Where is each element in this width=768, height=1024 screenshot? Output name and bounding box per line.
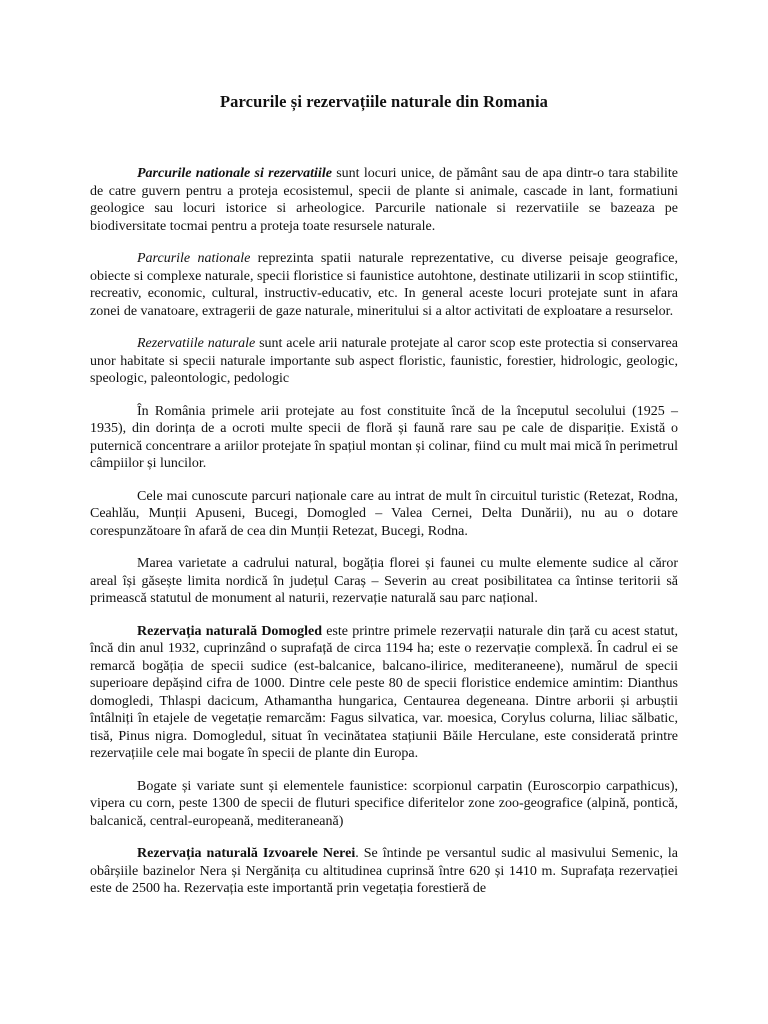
paragraph-text: Bogate și variate sunt și elementele faunistice: scorpionul carpatin (Euroscorpio carpathicus), vipera cu corn, peste 1300 de specii de fluturi specifice diferitelor zone zoo-geografice (alpină, pontică, balcanică, central-europeană, mediteraneană) bbox=[90, 778, 678, 829]
paragraph-lead: Rezervația naturală Domogled bbox=[137, 623, 322, 639]
paragraph-known-parks bbox=[90, 488, 678, 541]
paragraph-nature-reserves bbox=[90, 335, 678, 388]
paragraph-text: sunt acele arii naturale protejate al caror scop este protectia si conservarea unor habitate si specii naturale importante sub aspect floristic, faunistic, forestier, hidrologic, geologic, speologic, paleontologic, pedologic bbox=[90, 336, 678, 386]
paragraph-lead: Parcurile nationale si rezervatiile bbox=[137, 166, 332, 181]
paragraph-fauna bbox=[90, 778, 678, 831]
paragraph-izvoarele-nerei bbox=[90, 845, 678, 898]
paragraph-romania-history bbox=[90, 403, 678, 473]
paragraph-text: este printre primele rezervații naturale din țară cu acest statut, încă din anul 1932, cuprinzând o suprafață de circa 1194 ha; este o rezervație complexă. În cadrul ei se remarcă bogăția de specii sudice (est-balcanice, balcano-ilirice, mediteraneene), numărul de specii superioare depășind cifra de 1000. Dintre cele peste 80 de specii floristice endemice amintim: Dianthus domogledi, Thlaspi dacicum, Athamantha hungarica, Centaurea degeneana. Dintre arborii și arbuștii întâlniți în etajele de vegetație remarcăm: Fagus silvatica, var. moesica, Corylus colurna, liliac sălbatic, tisă, Pinus nigra. Domogledul, situat în vecinătatea stațiunii Băile Herculane, este considerată printre rezervațiile cele mai bogate în specii de plante din Europa. bbox=[90, 623, 678, 761]
paragraph-lead: Rezervația naturală Izvoarele Nerei bbox=[137, 846, 356, 861]
paragraph-national-parks bbox=[90, 250, 678, 320]
paragraph-domogled bbox=[90, 623, 678, 763]
paragraph-lead: Rezervatiile naturale bbox=[137, 336, 256, 351]
paragraph-lead: Parcurile nationale bbox=[137, 251, 251, 266]
paragraph-natural-variety bbox=[90, 555, 678, 608]
paragraph-text: reprezinta spatii naturale reprezentative, cu diverse peisaje geografice, obiecte si complexe naturale, specii floristice si faunistice autohtone, destinate utilizarii in scop stiintific, recreativ, economic, cultural, instructiv-educativ, etc. In general aceste locuri protejate sunt in afara zonei de vanatoare, extragerii de gaze naturale, mineritului si a altor activitati de exploatare a resurselor. bbox=[90, 251, 678, 319]
document-body bbox=[90, 165, 678, 913]
paragraph-text: . Se întinde pe versantul sudic al masivului Semenic, la obârșiile bazinelor Nera și Nergănița cu altitudinea cuprinsă între 620 și 1410 m. Suprafața rezervației este de 2500 ha. Rezervația este importantă prin vegetația forestieră de bbox=[90, 846, 679, 896]
paragraph-text: Marea varietate a cadrului natural, bogăția florei și faunei cu multe elemente sudice al căror areal își găsește limita nordică în județul Caraș – Severin au creat posibilitatea ca întinse teritorii să primească statutul de monument al naturii, rezervație naturală sau parc național. bbox=[90, 556, 678, 606]
paragraph-text: Cele mai cunoscute parcuri naționale care au intrat de mult în circuitul turistic (Retezat, Rodna, Ceahlău, Munții Apuseni, Bucegi, Domogled – Valea Cernei, Delta Dunării), nu au o dotare corespunzătoare în afară de cea din Munții Retezat, Bucegi, Rodna. bbox=[90, 488, 678, 539]
document-title: Parcurile și rezervațiile naturale din Romania bbox=[220, 92, 548, 111]
paragraph-text: sunt locuri unice, de pământ sau de apa dintr-o tara stabilite de catre guvern pentru a proteja ecosistemul, specii de plante si animale, cascade in lant, formatiuni geologice sau locuri istorice si arheologice. Parcurile nationale si rezervatiile se bazeaza pe biodiversitate tocmai pentru a proteja toate resursele naturale. bbox=[90, 166, 678, 234]
paragraph-parks-intro bbox=[90, 165, 678, 235]
paragraph-text: În România primele arii protejate au fost constituite încă de la începutul secolului (1925 – 1935), din dorința de a ocroti multe specii de floră și faună rare sau pe cale de dispariție. Există o puternică concentrare a ariilor protejate în spațiul montan și colinar, fiind cu mult mai mică în perimetrul câmpiilor și luncilor. bbox=[90, 403, 678, 471]
